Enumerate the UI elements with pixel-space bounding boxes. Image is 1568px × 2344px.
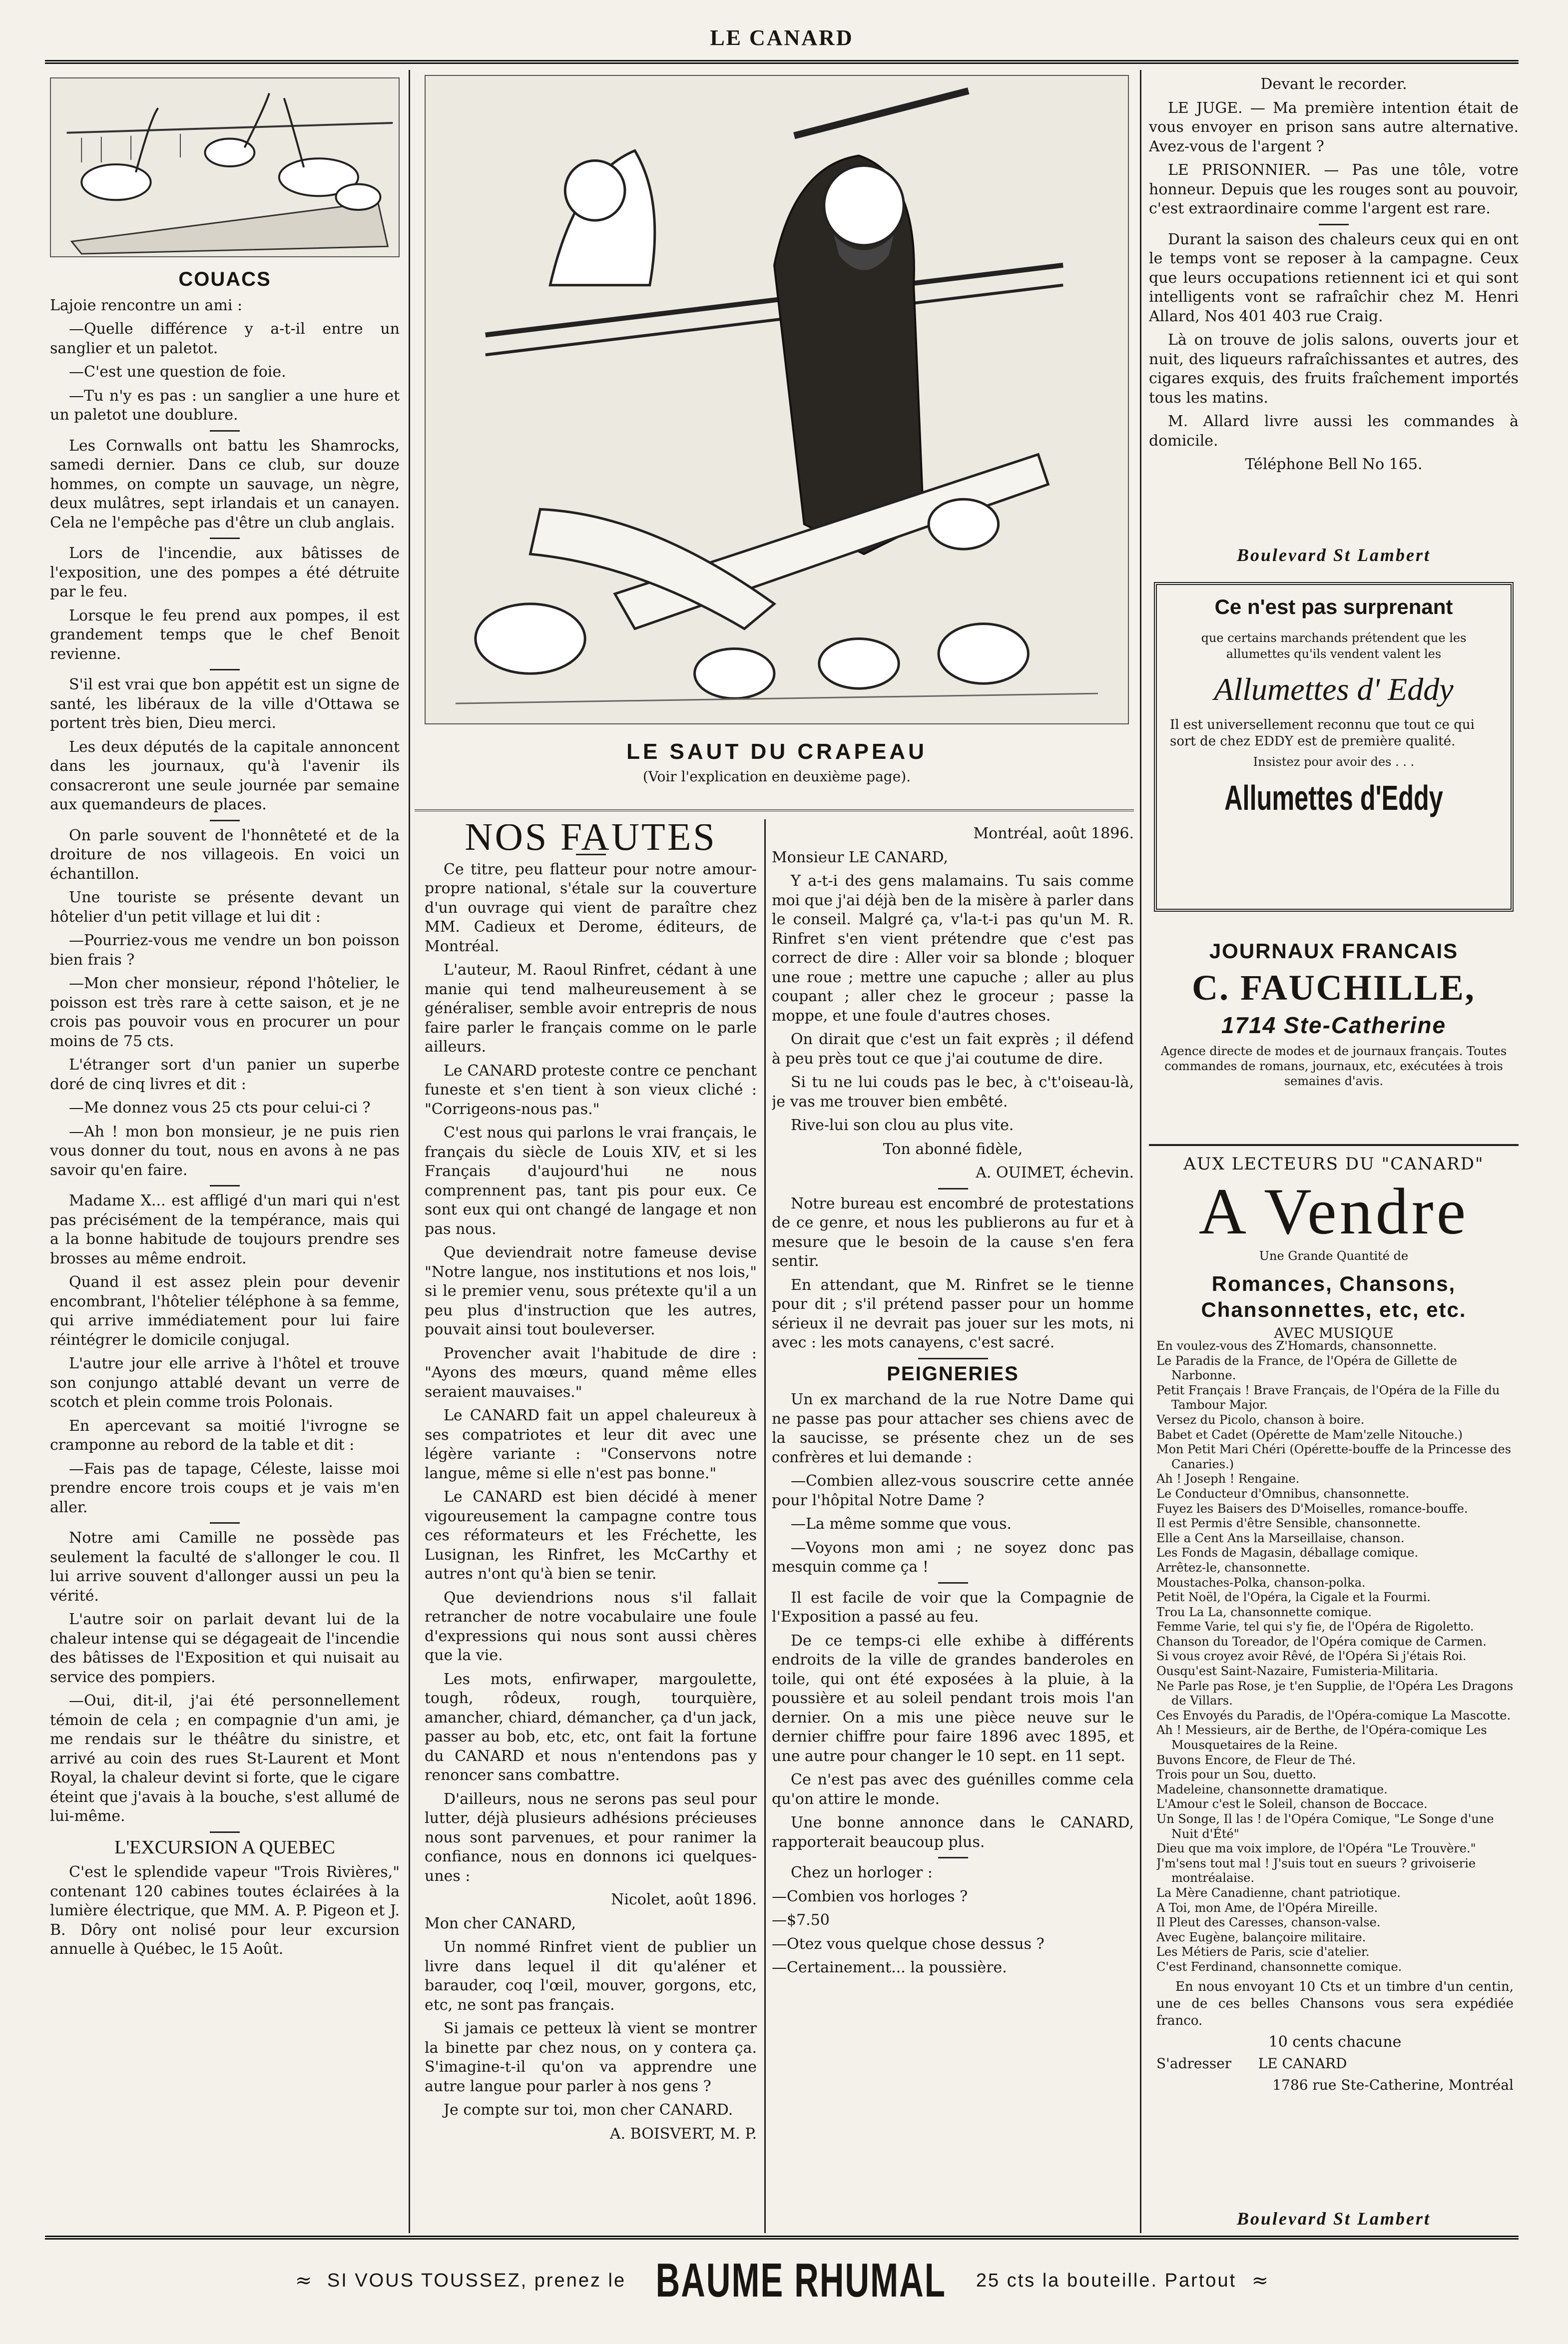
list-item: Mon Petit Mari Chéri (Opérette-bouffe de la Princesse des Canaries.)	[1156, 1442, 1512, 1471]
list-item: Il Pleut des Caresses, chanson-valse.	[1156, 1915, 1381, 1930]
paragraph: Là on trouve de jolis salons, ouverts jour et nuit, des liqueurs rafraîchissantes et autres, des cigares exquis, des fruits fraîchement importés tous les matins.	[1149, 331, 1519, 407]
cartoon-drawing	[426, 76, 1128, 723]
eddy-line1: que certains marchands prétendent que les allumettes qu'ils vendent valent les	[1201, 631, 1467, 661]
paragraph: —Combien vos horloges ?	[772, 1887, 968, 1905]
list-item: Ah ! Messieurs, air de Berthe, de l'Opéra-comique Les Mousquetaires de la Reine.	[1156, 1723, 1487, 1753]
separator	[210, 1831, 240, 1833]
list-item: Les Métiers de Paris, scie d'atelier.	[1156, 1945, 1370, 1959]
list-item: Un Songe, Il las ! de l'Opéra Comique, "Le Songe d'une Nuit d'Été"	[1156, 1812, 1494, 1841]
cartoon-title: LE SAUT DU CRAPEAU	[626, 739, 927, 764]
list-item: Chanson du Toreador, de l'Opéra comique de Carmen.	[1156, 1634, 1487, 1649]
paragraph: Ce titre, peu flatteur pour notre amour-propre national, s'étale sur la couverture d'un ouvrage qui vient de paraître chez MM. Cadieux et Derome, éditeurs, de Montréal.	[425, 860, 757, 955]
cartoon-caption	[425, 739, 1129, 785]
column-rule	[764, 819, 766, 2233]
list-item: Fuyez les Baisers des D'Moiselles, romance-bouffe.	[1156, 1501, 1468, 1516]
paragraph: M. Allard livre aussi les commandes à domicile.	[1149, 413, 1519, 450]
paragraph: LE JUGE. — Ma première intention était de vous envoyer en prison sans autre alternative. Avez-vous de l'argent ?	[1149, 99, 1519, 155]
paragraph: —Combien allez-vous souscrire cette année pour l'hôpital Notre Dame ?	[772, 1472, 1134, 1509]
song-list	[1156, 1339, 1514, 1978]
paragraph: Quand il est assez plein pour devenir encombrant, l'hôtelier téléphone à sa femme, qui arrive immédiatement pour lui faire réintégrer le domicile conjugal.	[50, 1273, 400, 1349]
paragraph: D'ailleurs, nous ne serons pas seul pour lutter, déjà plusieurs adhésions précieuses nous sont parvenues, et pour ranimer la confiance, nous en donnons ici quelques-unes :	[425, 1790, 757, 1885]
separator	[210, 669, 240, 670]
paragraph: Une touriste se présente devant un hôtelier d'un petit village et lui dit :	[50, 889, 400, 926]
paragraph: Un nommé Rinfret vient de publier un livre dans lequel il dit qu'aléner et barauder, coq l'œil, mouver, gorgons, etc, etc, ne sont pas français.	[425, 1938, 757, 2014]
peigneries-heading: PEIGNERIES	[887, 1362, 1019, 1385]
list-item: En voulez-vous des Z'Homards, chansonnette.	[1156, 1339, 1437, 1353]
paragraph: Le CANARD proteste contre ce penchant funeste et s'en tient à son vieux cliché : "Corrigeons-nous pas."	[425, 1062, 757, 1118]
eddy-line2: Il est universellement reconnu que tout ce qui sort de chez EDDY est de première qualité.	[1170, 717, 1475, 749]
paragraph: Notre bureau est encombré de protestations de ce genre, et nous les publierons au fur et à mesure que le besoin de la cause s'en fera sentir.	[772, 1194, 1134, 1270]
list-item: Le Conducteur d'Omnibus, chansonnette.	[1156, 1486, 1410, 1501]
list-item: Ces Envoyés du Paradis, de l'Opéra-comique La Mascotte.	[1156, 1708, 1511, 1723]
paragraph: —Mon cher monsieur, répond l'hôtelier, le poisson est très rare à cette saison, et je ne crois pas pouvoir vous en procurer un pour moins de 75 cts.	[50, 975, 400, 1050]
cartoon-subtitle: (Voir l'explication en deuxième page).	[642, 768, 911, 785]
paragraph: —Fais pas de tapage, Céleste, laisse moi prendre encore trois coups et je vais m'en aller.	[50, 1460, 400, 1516]
footer-advertisement	[45, 2253, 1519, 2308]
list-item: Arrêtez-le, chansonnette.	[1156, 1560, 1310, 1575]
paragraph: C'est le splendide vapeur "Trois Rivières," contenant 120 cabines toutes éclairées à la lumière électrique, que MM. A. P. Pigeon et J. B. Dôry ont nolisé pour leur excursion annuelle à Québec, le 15 Août.	[50, 1863, 400, 1958]
paragraph: Lors de l'incendie, aux bâtisses de l'exposition, une des pompes a été détruite par le feu.	[50, 545, 400, 600]
list-item: Moustaches-Polka, chanson-polka.	[1156, 1575, 1366, 1590]
letter-date: Nicolet, août 1896.	[611, 1891, 757, 1908]
vendre-lecteurs: AUX LECTEURS DU "CANARD"	[1183, 1154, 1484, 1174]
paragraph: Les mots, enfirwaper, margoulette, tough, rôdeux, rough, tourquière, amancher, chiard, démancher, ça d'un jack, passer au bob, etc, etc, ont fait la fortune du CANARD et nous n'entendons pas y renoncer sans combattre.	[425, 1670, 757, 1784]
phone-line: Téléphone Bell No 165.	[1245, 456, 1423, 473]
paragraph: En apercevant sa moitié l'ivrogne se cramponne au rebord de la table et dit :	[50, 1417, 400, 1454]
letter-date: Montréal, août 1896.	[973, 825, 1134, 842]
paragraph: Chez un horloger :	[791, 1864, 933, 1881]
paragraph: Je compte sur toi, mon cher CANARD.	[444, 2101, 733, 2119]
column-rule	[1140, 70, 1141, 2233]
geese-drawing	[51, 78, 399, 256]
list-item: Buvons Encore, de Fleur de Thé.	[1156, 1753, 1356, 1767]
list-item: Si vous croyez avoir Rêvé, de l'Opéra Si j'étais Roi.	[1156, 1649, 1467, 1664]
separator	[210, 820, 240, 821]
paragraph: Le CANARD est bien décidé à mener vigoureusement la campagne contre tous ces réformateurs et les Fréchette, les Lusignan, les Rinfret, les McCarthy et autres n'ont qu'à bien se tenir.	[425, 1488, 757, 1583]
paragraph: Lorsque le feu prend aux pompes, il est grandement temps que le chef Benoit revienne.	[50, 606, 400, 663]
letter-signature: A. OUIMET, échevin.	[976, 1164, 1134, 1181]
paragraph: —Tu n'y es pas : un sanglier a une hure et un paletot une doublure.	[50, 387, 400, 424]
ornament-right-icon: ≈	[1239, 2269, 1269, 2292]
paragraph: Un ex marchand de la rue Notre Dame qui ne passe pas pour attacher ses chiens avec de la saucisse, se présente chez un de ses confrères et lui demande :	[772, 1391, 1134, 1466]
paragraph: L'autre soir on parlait devant lui de la chaleur intense qui se dégageait de l'incendie des bâtisses de l'Exposition et qui nuisait au service des pompiers.	[50, 1611, 400, 1686]
boulevard-banner-top: Boulevard St Lambert	[1236, 545, 1431, 565]
price-line: 10 cents chacune	[1268, 2033, 1402, 2051]
column-rule	[409, 70, 410, 2233]
list-item: L'Amour c'est le Soleil, chanson de Boccace.	[1156, 1797, 1428, 1811]
column-3	[772, 824, 1134, 2233]
column-4-bottom	[1156, 1978, 1514, 2208]
section-rule	[415, 809, 1134, 811]
list-item: Elle a Cent Ans la Marseillaise, chanson.	[1156, 1531, 1405, 1545]
list-item: A Toi, mon Ame, de l'Opéra Mireille.	[1156, 1900, 1378, 1915]
eddy-advertisement	[1154, 582, 1514, 912]
separator	[938, 1188, 968, 1189]
list-item: Dieu que ma voix implore, de l'Opéra "Le Trouvère."	[1156, 1841, 1476, 1856]
address-name: LE CANARD	[1258, 2055, 1347, 2072]
separator	[210, 1185, 240, 1186]
paragraph: —Ah ! mon bon monsieur, je ne puis rien vous donner du tout, nous en avons à ne pas savoir qu'en faire.	[50, 1123, 400, 1179]
couacs-heading: COUACS	[178, 268, 271, 290]
address-street: 1786 rue Ste-Catherine, Montréal	[1272, 2077, 1514, 2093]
list-item: Trou La La, chansonnette comique.	[1156, 1605, 1372, 1619]
paragraph: L'étranger sort d'un panier un superbe doré de cinq livres et dit :	[50, 1056, 400, 1093]
vendre-romances: Romances, Chansons, Chansonnettes, etc, etc.	[1201, 1272, 1467, 1321]
letter-salutation: Monsieur LE CANARD,	[772, 848, 949, 866]
list-item: Petit Noël, de l'Opéra, la Cigale et la Fourmi.	[1156, 1590, 1431, 1605]
paragraph: Devant le recorder.	[1260, 75, 1407, 93]
separator	[210, 1522, 240, 1524]
list-item: Versez du Picolo, chanson à boire.	[1156, 1412, 1365, 1427]
paragraph: Rive-lui son clou au plus vite.	[791, 1117, 1014, 1134]
paragraph: Lajoie rencontre un ami :	[50, 296, 243, 314]
list-item: Babet et Cadet (Opérette de Mam'zelle Nitouche.)	[1156, 1427, 1463, 1442]
paragraph: C'est nous qui parlons le vrai français, le français du siècle de Louis XIV, et si les Français d'aujourd'hui ne nous comprennent pas, tant pis pour eux. Ce sont eux qui ont changé de langage et non pas nous.	[425, 1124, 757, 1238]
paragraph: Une bonne annonce dans le CANARD, rapporterait beaucoup plus.	[772, 1814, 1134, 1851]
paragraph: Provencher avait l'habitude de dire : "Ayons des mœurs, quand même elles seraient mauvaises."	[425, 1344, 757, 1401]
list-item: Femme Varie, tel qui s'y fie, de l'Opéra de Rigoletto.	[1156, 1620, 1474, 1634]
eddy-script: Allumettes d' Eddy	[1214, 671, 1454, 707]
paragraph: —Quelle différence y a-t-il entre un sanglier et un paletot.	[50, 320, 400, 357]
list-item: Avec Eugène, balançoire militaire.	[1156, 1930, 1366, 1944]
eddy-line3: Insistez pour avoir des . . .	[1253, 755, 1415, 769]
excursion-heading: L'EXCURSION A QUEBEC	[114, 1836, 335, 1858]
address-label: S'adresser	[1156, 2055, 1232, 2072]
cartoon-illustration	[425, 75, 1129, 724]
paragraph: Notre ami Camille ne possède pas seulement la faculté de s'allonger le cou. Il lui arrive souvent d'allonger aussi un peu la vérité.	[50, 1529, 400, 1605]
ornament-left-icon: ≈	[295, 2269, 325, 2292]
paragraph: —Otez vous quelque chose dessus ?	[772, 1935, 1045, 1953]
separator	[918, 1358, 988, 1359]
paragraph: —C'est une question de foie.	[69, 363, 286, 381]
vendre-advertisement	[1149, 1154, 1519, 1341]
paragraph: On dirait que c'est un fait exprès ; il défend à peu près tout ce que j'ai coutume de dire.	[772, 1031, 1134, 1068]
list-item: Trois pour un Sou, duetto.	[1156, 1767, 1317, 1782]
column-1	[50, 265, 400, 2243]
letter-closing: Ton abonné fidèle,	[883, 1140, 1023, 1158]
list-item: Les Fonds de Magasin, déballage comique.	[1156, 1546, 1419, 1560]
paragraph: LE PRISONNIER. — Pas une tôle, votre honneur. Depuis que les rouges sont au pouvoir, c'est extraordinaire comme l'argent est rare.	[1149, 161, 1519, 217]
list-item: La Mère Canadienne, chant patriotique.	[1156, 1885, 1401, 1900]
journaux-title: JOURNAUX FRANCAIS	[1209, 939, 1459, 963]
paragraph: Madame X... est affligé d'un mari qui n'est pas précisément de la tempérance, mais qui a la bonne habitude de toujours prendre ses brosses au même endroit.	[50, 1192, 400, 1267]
separator	[938, 1857, 968, 1858]
paragraph: —Voyons mon ami ; ne soyez donc pas mesquin comme ça !	[772, 1539, 1134, 1576]
paragraph: —La même somme que vous.	[791, 1515, 1012, 1533]
column-4-top	[1149, 75, 1519, 550]
paragraph: L'autre jour elle arrive à l'hôtel et trouve son conjungo attablé devant un verre de scotch et plein comme trois Polonais.	[50, 1355, 400, 1411]
paragraph: En nous envoyant 10 Cts et un timbre d'un centin, une de ces belles Chansons vous sera expédiée franco.	[1156, 1979, 1514, 2028]
paragraph: Si tu ne lui couds pas le bec, à c't'oiseau-là, je vas me trouver bien embêté.	[772, 1074, 1134, 1111]
list-item: Ousqu'est Saint-Nazaire, Fumisteria-Militaria.	[1156, 1664, 1439, 1679]
footer-rule	[45, 2236, 1519, 2240]
list-item: Le Paradis de la France, de l'Opéra de Gillette de Narbonne.	[1156, 1353, 1457, 1383]
paragraph: On parle souvent de l'honnêteté et de la droiture de nos villageois. En voici un échantillon.	[50, 826, 400, 883]
eddy-headline: Ce n'est pas surprenant	[1214, 595, 1453, 618]
column-2	[425, 824, 757, 2233]
paragraph: L'auteur, M. Raoul Rinfret, cédant à une manie qui tend malheureusement à se généraliser, semble avoir entrepris de nous faire parler le français comme on le parle ailleurs.	[425, 961, 757, 1056]
paragraph: —Me donnez vous 25 cts pour celui-ci ?	[69, 1099, 371, 1117]
paragraph: S'il est vrai que bon appétit est un signe de santé, les libéraux de la ville d'Ottawa se portent très bien, Dieu merci.	[50, 676, 400, 732]
paragraph: —$7.50	[772, 1911, 830, 1929]
vendre-avec: AVEC MUSIQUE	[1274, 1325, 1394, 1341]
list-item: Madeleine, chansonnette dramatique.	[1156, 1782, 1388, 1796]
letter-salutation: Mon cher CANARD,	[425, 1914, 576, 1932]
paragraph: —Certainement... la poussière.	[772, 1959, 1007, 1976]
vendre-big: A Vendre	[1198, 1174, 1469, 1248]
footer-left-text: SI VOUS TOUSSEZ, prenez le	[327, 2270, 626, 2291]
paragraph: Que deviendrait notre fameuse devise "Notre langue, nos institutions et nos lois," si le premier venu, sous prétexte qu'il a un peu plus d'instruction que les autres, pouvait ainsi tout bouleverser.	[425, 1244, 757, 1338]
list-item: Ah ! Joseph ! Rengaine.	[1156, 1472, 1300, 1486]
paragraph: De ce temps-ci elle exhibe à différents endroits de la ville de grandes banderoles en toile, qui ont été exposées à la pluie, à la poussière et au soleil pendant trois mois l'an dernier. On a mis une pièce neuve sur le dernier chiffre pour faire 1896 avec 1895, et une autre pour changer le 10 sept. en 11 sept.	[772, 1632, 1134, 1765]
paragraph: —Oui, dit-il, j'ai été personnellement témoin de cela ; en compagnie d'un ami, je me rendais sur le théâtre du sinistre, et arrivé au coin des rues St-Laurent et Mont Royal, la chaleur devint si forte, que le cigare éteint que j'avais à la bouche, s'est allumé de lui-même.	[50, 1692, 400, 1825]
list-item: Il est Permis d'être Sensible, chansonnette.	[1156, 1516, 1421, 1531]
letter-signature: A. BOISVERT, M. P.	[609, 2125, 757, 2143]
footer-product: BAUME RHUMAL	[655, 2254, 947, 2307]
paragraph: En attendant, que M. Rinfret se le tienne pour dit ; s'il prétend passer pour un homme sérieux il ne devrait pas jouer sur les mots, ni avec : les mots canayens, c'est sacré.	[772, 1276, 1134, 1351]
masthead-title: LE CANARD	[710, 25, 854, 50]
list-item: Ne Parle pas Rose, je t'en Supplie, de l'Opéra Les Dragons de Villars.	[1156, 1679, 1514, 1708]
separator	[210, 538, 240, 539]
paragraph: Y a-t-i des gens malamains. Tu sais comme moi que j'ai déjà ben de la misère à parler dans le conseil. Malgré ça, v'la-t-i pas qu'un M. R. Rinfret s'en vient prétendre que c'est pas correct de dire : Aller voir sa blonde ; bloquer une roue ; mettre une capuche ; aller au plus coupant ; aller chez le groceur ; passe la moppe, et une foule d'autres choses.	[772, 872, 1134, 1025]
paragraph: Le CANARD fait un appel chaleureux à ses compatriotes et leur dit avec une légère variante : "Conservons notre langue, même si elle n'est pas bonne."	[425, 1407, 757, 1482]
masthead	[45, 25, 1519, 75]
paragraph: Les Cornwalls ont battu les Shamrocks, samedi dernier. Dans ce club, sur douze hommes, on compte un sauvage, un nègre, deux mulâtres, sept irlandais et un canayen. Cela ne l'empêche pas d'être un club anglais.	[50, 437, 400, 532]
paragraph: Il est facile de voir que la Compagnie de l'Exposition a passé au feu.	[772, 1589, 1134, 1626]
nos-fautes-heading: NOS FAUTES	[465, 824, 717, 858]
paragraph: —Pourriez-vous me vendre un bon poisson bien frais ?	[50, 932, 400, 969]
list-item: Petit Français ! Brave Français, de l'Opéra de la Fille du Tambour Major.	[1156, 1383, 1500, 1412]
list-item: J'm'sens tout mal ! J'suis tout en sueurs ? grivoiserie montréalaise.	[1156, 1856, 1476, 1885]
list-item: C'est Ferdinand, chansonnette comique.	[1156, 1959, 1402, 1974]
footer-right-text: 25 cts la bouteille. Partout	[976, 2270, 1237, 2291]
geese-illustration	[50, 77, 400, 257]
paragraph: Les deux députés de la capitale annoncent dans les journaux, qu'à l'avenir ils consacreront une seule journée par semaine aux quemandeurs de places.	[50, 738, 400, 813]
separator	[1319, 224, 1349, 225]
paragraph: Ce n'est pas avec des guénilles comme cela qu'on attire le monde.	[772, 1771, 1134, 1808]
journaux-address: 1714 Ste-Catherine	[1221, 1012, 1447, 1038]
journaux-advertisement	[1149, 939, 1519, 1089]
vendre-sub: Une Grande Quantité de	[1259, 1249, 1409, 1263]
eddy-big: Allumettes d'Eddy	[1224, 778, 1443, 817]
boulevard-banner-bottom: Boulevard St Lambert	[1236, 2209, 1431, 2229]
masthead-rule	[45, 60, 1519, 64]
journaux-name: C. FAUCHILLE,	[1192, 968, 1476, 1008]
paragraph: Si jamais ce petteux là vient se montrer la binette par chez nous, on y contera ça. S'imagine-t-il qu'on va apprendre une autre langue pour parler à nos gens ?	[425, 2020, 757, 2095]
separator	[938, 1582, 968, 1584]
paragraph: Durant la saison des chaleurs ceux qui en ont le temps vont se reposer à la campagne. Ceux que leurs occupations retiennent ici et qui sont intelligents vont se rafraîchir chez M. Henri Allard, Nos 401 403 rue Craig.	[1149, 230, 1519, 325]
separator	[210, 430, 240, 432]
section-rule	[1149, 1144, 1519, 1146]
journaux-description: Agence directe de modes et de journaux français. Toutes commandes de romans, journaux, etc, exécutées à trois semaines d'avis.	[1160, 1044, 1507, 1088]
paragraph: Que deviendrions nous s'il fallait retrancher de notre vocabulaire une foule d'expressions qui nous sont aussi chères que la vie.	[425, 1589, 757, 1664]
